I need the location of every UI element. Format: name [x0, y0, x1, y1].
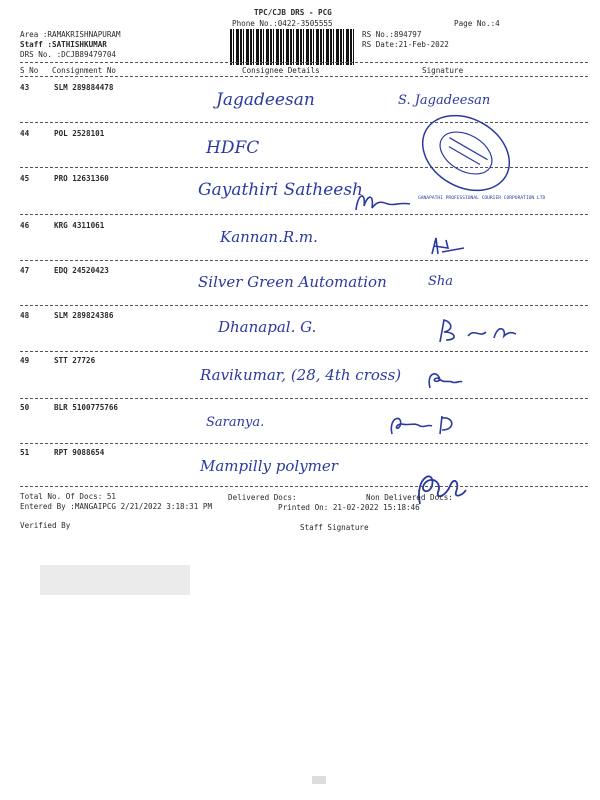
stamp-text: GANAPATHI PROFESSIONAL COURIER CORPORATION LTD [418, 196, 546, 201]
row-sno: 51 [20, 448, 30, 457]
drs-number: DRS No. :DCJB89479704 [20, 50, 117, 59]
row-sno: 43 [20, 83, 30, 92]
row-consignee: Ravikumar, (28, 4th cross) [200, 366, 402, 384]
row-consignment: RPT 9088654 [54, 448, 105, 457]
row-sno: 48 [20, 311, 30, 320]
column-header-consignment: Consignment No [52, 66, 117, 75]
row-consignee: HDFC [206, 138, 260, 158]
signature-scribble [352, 186, 414, 214]
row-signature: Sha [428, 274, 454, 289]
rs-number: RS No.:894797 [362, 30, 422, 39]
divider [20, 260, 588, 261]
divider [20, 351, 588, 352]
row-signature: S. Jagadeesan [398, 93, 491, 108]
column-header-sno: S No [20, 66, 39, 75]
signature-scribble [424, 366, 464, 392]
delivered-docs: Delivered Docs: [228, 493, 297, 502]
row-consignee: Mampilly polymer [200, 457, 338, 475]
divider [20, 443, 588, 444]
row-consignee: Saranya. [206, 415, 265, 430]
divider [20, 214, 588, 215]
non-delivered-docs: Non Delivered Docs: [366, 493, 453, 502]
barcode [230, 29, 355, 65]
row-consignment: EDQ 24520423 [54, 266, 109, 275]
scan-artifact [312, 776, 326, 784]
area-label: Area :RAMAKRISHNAPURAM [20, 30, 121, 39]
divider [20, 76, 588, 77]
row-sno: 49 [20, 356, 30, 365]
staff-signature: Staff Signature [300, 523, 369, 532]
company-stamp [416, 108, 516, 198]
signature-scribble [428, 234, 468, 258]
printed-on: Printed On: 21-02-2022 15:18:46 [278, 503, 420, 512]
row-consignment: POL 2528101 [54, 129, 105, 138]
row-consignment: PRO 12631360 [54, 174, 109, 183]
row-consignment: KRG 4311061 [54, 221, 105, 230]
phone-number: Phone No.:0422-3505555 [232, 19, 333, 28]
row-sno: 50 [20, 403, 30, 412]
row-sno: 47 [20, 266, 30, 275]
rs-date: RS Date:21-Feb-2022 [362, 40, 449, 49]
row-sno: 45 [20, 174, 30, 183]
divider [20, 305, 588, 306]
page-number: Page No.:4 [454, 19, 500, 28]
row-consignment: STT 27726 [54, 356, 96, 365]
row-consignee: Dhanapal. G. [218, 318, 317, 336]
row-consignee: Gayathiri Satheesh [198, 180, 363, 200]
row-sno: 46 [20, 221, 30, 230]
divider [20, 62, 588, 63]
row-consignee: Jagadeesan [216, 90, 315, 110]
divider [20, 398, 588, 399]
signature-scribble [434, 316, 518, 346]
divider [20, 486, 588, 487]
scan-artifact [40, 565, 190, 595]
staff-label: Staff :SATHISHKUMAR [20, 40, 107, 49]
column-header-signature: Signature [422, 66, 464, 75]
entered-by: Entered By :MANGAIPCG 2/21/2022 3:18:31 PM [20, 502, 213, 511]
row-consignee: Silver Green Automation [198, 273, 387, 291]
row-consignment: SLM 289884478 [54, 83, 114, 92]
total-docs: Total No. Of Docs: 51 [20, 492, 117, 501]
row-consignee: Kannan.R.m. [220, 228, 318, 246]
signature-scribble [384, 408, 464, 440]
verified-by: Verified By [20, 521, 71, 530]
row-sno: 44 [20, 129, 30, 138]
document-title: TPC/CJB DRS - PCG [254, 8, 332, 17]
row-consignment: BLR 5100775766 [54, 403, 119, 412]
row-consignment: SLM 289824386 [54, 311, 114, 320]
column-header-consignee: Consignee Details [242, 66, 320, 75]
